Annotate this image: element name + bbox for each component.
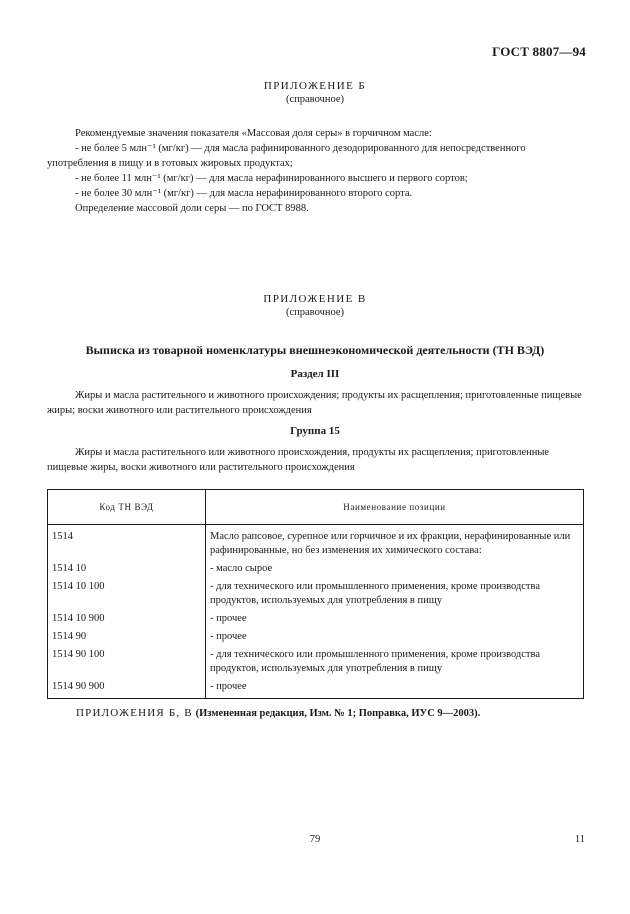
amendment-note-bold: (Измененная редакция, Изм. № 1; Поправка, ИУС 9—2003). bbox=[195, 708, 481, 719]
cell-name: - прочее bbox=[206, 627, 584, 645]
appendix-c-heading: Выписка из товарной номенклатуры внешнеэкономической деятельности (ТН ВЭД) bbox=[85, 343, 545, 357]
amendment-note-prefix: ПРИЛОЖЕНИЯ Б, В bbox=[76, 707, 193, 719]
table-row bbox=[48, 627, 584, 645]
cell-code: 1514 90 bbox=[48, 627, 206, 645]
table-row bbox=[48, 609, 584, 627]
page-number: 79 bbox=[309, 834, 321, 845]
appendix-c-title: ПРИЛОЖЕНИЕ В bbox=[263, 293, 367, 305]
table-row bbox=[48, 577, 584, 609]
cell-code: 1514 bbox=[48, 525, 206, 560]
appendix-b-item: - не более 30 млн⁻¹ (мг/кг) — для масла нерафинированного второго сорта. bbox=[75, 188, 413, 199]
section-label: Раздел III bbox=[290, 368, 340, 380]
appendix-c-note: (справочное) bbox=[286, 307, 344, 318]
cell-name: - прочее bbox=[206, 609, 584, 627]
appendix-b-note: (справочное) bbox=[286, 94, 344, 105]
appendix-b-intro: Рекомендуемые значения показателя «Массовая доля серы» в горчичном масле: bbox=[75, 128, 432, 139]
section-text: Жиры и масла растительного и животного происхождения; продукты их расщепления; приготовленные пищевые жиры; воски животного или растительного происхождения bbox=[47, 390, 582, 416]
sheet-number: 11 bbox=[574, 834, 585, 845]
cell-code: 1514 10 bbox=[48, 559, 206, 577]
document-code: ГОСТ 8807—94 bbox=[492, 44, 586, 59]
cell-name: Масло рапсовое, сурепное или горчичное и их фракции, нерафинированные или рафинированные, но без изменения их химического состава: bbox=[206, 525, 584, 560]
tn-ved-table bbox=[47, 489, 584, 699]
column-header-code: Код ТН ВЭД bbox=[48, 490, 206, 525]
appendix-b-item: - не более 5 млн⁻¹ (мг/кг) — для масла рафинированного дезодорированного для непосредственного употребления в пищу и в готовых жировых продуктах; bbox=[47, 143, 526, 169]
table-row bbox=[48, 525, 584, 560]
cell-code: 1514 90 100 bbox=[48, 645, 206, 677]
amendment-note bbox=[76, 707, 480, 719]
table-row bbox=[48, 559, 584, 577]
appendix-b-body bbox=[47, 126, 584, 216]
cell-name: - для технического или промышленного применения, кроме производства продуктов, используемых для употребления в пищу bbox=[206, 577, 584, 609]
group-label: Группа 15 bbox=[290, 425, 340, 437]
cell-name: - для технического или промышленного применения, кроме производства продуктов, используемых для употребления в пищу bbox=[206, 645, 584, 677]
cell-code: 1514 90 900 bbox=[48, 677, 206, 699]
cell-code: 1514 10 900 bbox=[48, 609, 206, 627]
appendix-b-item: - не более 11 млн⁻¹ (мг/кг) — для масла нерафинированного высшего и первого сортов; bbox=[75, 173, 468, 184]
cell-code: 1514 10 100 bbox=[48, 577, 206, 609]
appendix-b-title: ПРИЛОЖЕНИЕ Б bbox=[263, 80, 367, 92]
table-row bbox=[48, 677, 584, 699]
group-text: Жиры и масла растительного или животного происхождения, продукты их расщепления; приготовленные пищевые жиры, воски животного или растительного происхождения bbox=[47, 447, 550, 473]
table-row bbox=[48, 645, 584, 677]
appendix-b-method: Определение массовой доли серы — по ГОСТ 8988. bbox=[75, 203, 309, 214]
table-header-row bbox=[48, 490, 584, 525]
cell-name: - масло сырое bbox=[206, 559, 584, 577]
cell-name: - прочее bbox=[206, 677, 584, 699]
column-header-name: Наименование позиции bbox=[206, 490, 584, 525]
